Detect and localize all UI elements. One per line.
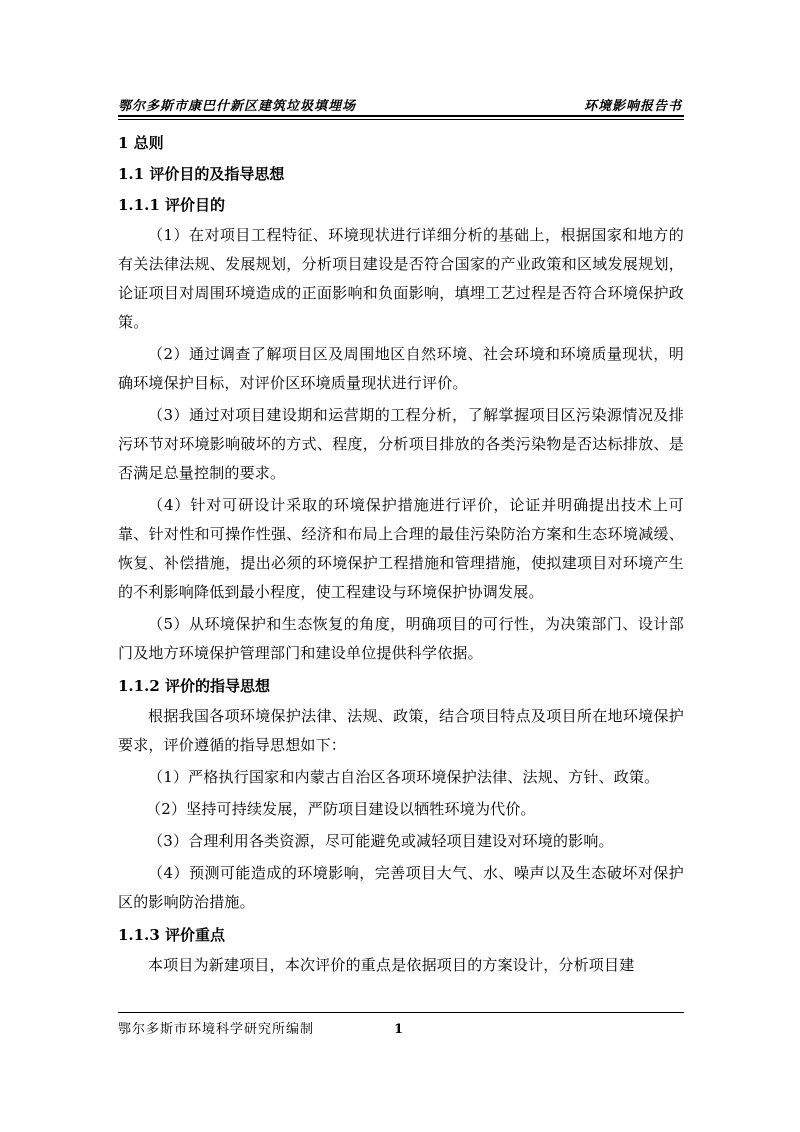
paragraph: （2）通过调查了解项目区及周围地区自然环境、社会环境和环境质量现状，明确环境保护目标，对评价区环境质量现状进行评价。 bbox=[118, 345, 684, 392]
paragraph: （4）预测可能造成的环境影响，完善项目大气、水、噪声以及生态破坏对保护区的影响防治措施。 bbox=[118, 864, 684, 911]
footer-organization: 鄂尔多斯市环境科学研究所编制 bbox=[118, 1022, 315, 1037]
paragraph: （2）坚持可持续发展，严防项目建设以牺牲环境为代价。 bbox=[146, 800, 536, 818]
paragraph: （5）从环境保护和生态恢复的角度，明确项目的可行性，为决策部门、设计部门及地方环境保护管理部门和建设单位提供科学依据。 bbox=[118, 615, 684, 662]
paragraph: （3）通过对项目建设期和运营期的工程分析，了解掌握项目区污染源情况及排污环节对环境影响破坏的方式、程度，分析项目排放的各类污染物是否达标排放、是否满足总量控制的要求。 bbox=[118, 406, 684, 482]
paragraph: （3）合理利用各类资源，尽可能避免或减轻项目建设对环境的影响。 bbox=[148, 832, 614, 850]
paragraph: （4）针对可研设计采取的环境保护措施进行评价，论证并明确提出技术上可靠、针对性和可操作性强、经济和布局上合理的最佳污染防治方案和生态环境减缓、恢复、补偿措施，提出必须的环境保护工程措施和管理措施，使拟建项目对环境产生的不利影响降低到最小程度，使工程建设与环境保护协调发展。 bbox=[118, 496, 684, 601]
footer-rule bbox=[118, 1012, 684, 1013]
paragraph: （1）在对项目工程特征、环境现状进行详细分析的基础上，根据国家和地方的有关法律法规、发展规划，分析项目建设是否符合国家的产业政策和区域发展规划，论证项目对周围环境造成的正面影响和负面影响，填埋工艺过程是否符合环境保护政策。 bbox=[118, 226, 684, 331]
chapter-heading: 1 总则 bbox=[118, 134, 164, 152]
page-number: 1 bbox=[394, 1022, 404, 1037]
header-rule-thin bbox=[118, 119, 684, 120]
page-footer bbox=[118, 1012, 684, 1042]
paragraph: 根据我国各项环境保护法律、法规、政策，结合项目特点及项目所在地环境保护要求，评价遵循的指导思想如下： bbox=[118, 707, 684, 754]
header-project-title: 鄂尔多斯市康巴什新区建筑垃圾填埋场 bbox=[118, 99, 357, 114]
subsection-heading-1-1-2: 1.1.2 评价的指导思想 bbox=[118, 677, 270, 695]
header-rule-thick bbox=[118, 115, 684, 117]
document-body bbox=[118, 128, 684, 983]
paragraph: （1）严格执行国家和内蒙古自治区各项环境保护法律、法规、方针、政策。 bbox=[148, 768, 660, 786]
header-report-type: 环境影响报告书 bbox=[583, 99, 682, 114]
section-heading-1-1: 1.1 评价目的及指导思想 bbox=[118, 165, 285, 183]
subsection-heading-1-1-1: 1.1.1 评价目的 bbox=[118, 196, 225, 214]
page-header bbox=[118, 91, 684, 119]
paragraph: 本项目为新建项目，本次评价的重点是依据项目的方案设计，分析项目建 bbox=[148, 956, 635, 974]
subsection-heading-1-1-3: 1.1.3 评价重点 bbox=[118, 926, 225, 944]
